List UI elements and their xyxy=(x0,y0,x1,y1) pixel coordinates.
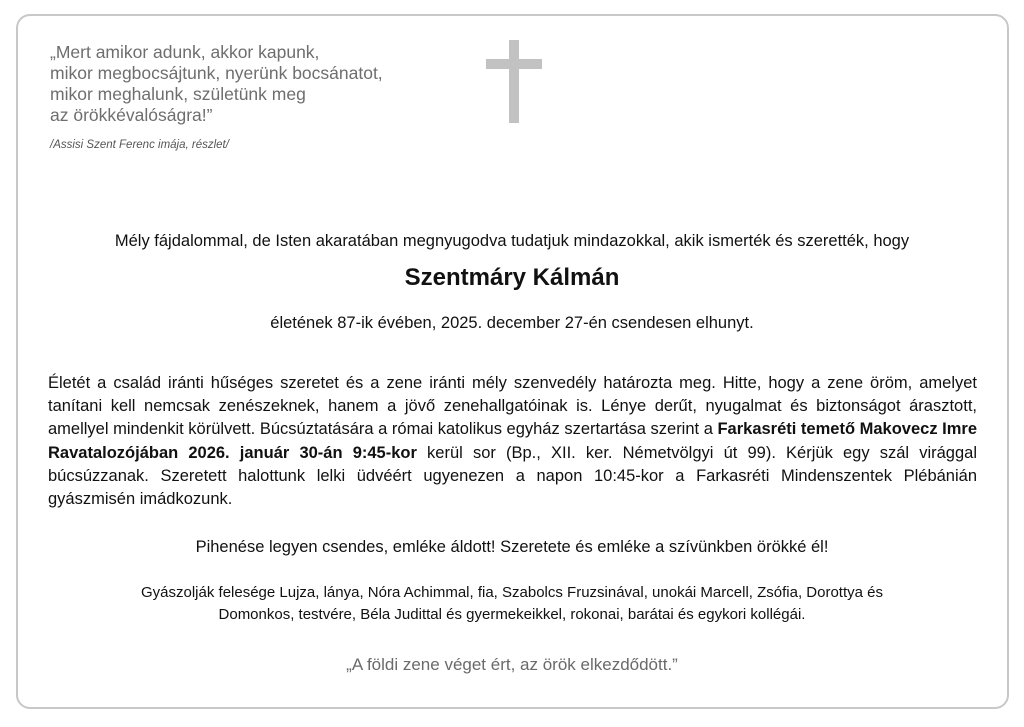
body-text-part: kerül sor (Bp., XII. ker. Németvölgyi út 99). Kérjük egy szál virággal búcsúzzanak. Szeretett halottunk lelki üdvéért ugyenezen a napon 10:45-kor a Farkasréti Mindenszentek Plébánián gyászmisén imádkozunk. xyxy=(48,443,977,509)
cross-icon xyxy=(486,40,542,123)
quote-line: mikor meghalunk, születünk meg xyxy=(50,84,306,104)
quote-line: az örökkévalóságra!” xyxy=(50,105,213,125)
obituary-body xyxy=(48,372,977,511)
mourners-line: Gyászolják felesége Lujza, lánya, Nóra Achimmal, fia, Szabolcs Fruzsinával, unokái Marcell, Zsófia, Dorottya és xyxy=(141,584,883,601)
quote-line: mikor megbocsájtunk, nyerünk bocsánatot, xyxy=(50,63,383,83)
opening-quote xyxy=(50,42,450,126)
closing-quote: „A földi zene véget ért, az örök elkezdődött.” xyxy=(346,655,678,674)
announcement-intro: Mély fájdalommal, de Isten akaratában megnyugodva tudatjuk mindazokkal, akik ismerték és szerették, hogy xyxy=(114,232,910,250)
quote-source: /Assisi Szent Ferenc imája, részlet/ xyxy=(50,139,229,151)
blessing-line: Pihenése legyen csendes, emléke áldott! Szeretete és emléke a szívünkben örökké él! xyxy=(195,538,829,556)
funeral-location-date: Farkasréti temető Makovecz Imre Ravatalozójában 2026. január 30-án 9:45-kor xyxy=(48,420,978,462)
death-notice-line: életének 87-ik évében, 2025. december 27-én csendesen elhunyt. xyxy=(270,314,754,332)
mourners-line: Domonkos, testvére, Béla Judittal és gyermekeikkel, rokonai, barátai és egykori kollégái. xyxy=(218,606,806,623)
deceased-name: Szentmáry Kálmán xyxy=(404,264,620,291)
body-text-part: Életét a család iránti hűséges szeretet és a zene iránti mély szenvedély határozta meg. Hitte, hogy a zene öröm, amelyet tanítani kell nemcsak zenészeknek, hanem a jövő zenehallgatóinak is. Lénye derűt, nyugalmat és biztonságot árasztott, amellyel mindenkit körülvett. Búcsúztatására a római katolikus egyház szertartása szerint a xyxy=(48,374,977,439)
mourners-list xyxy=(70,582,954,626)
quote-line: „Mert amikor adunk, akkor kapunk, xyxy=(50,42,320,62)
